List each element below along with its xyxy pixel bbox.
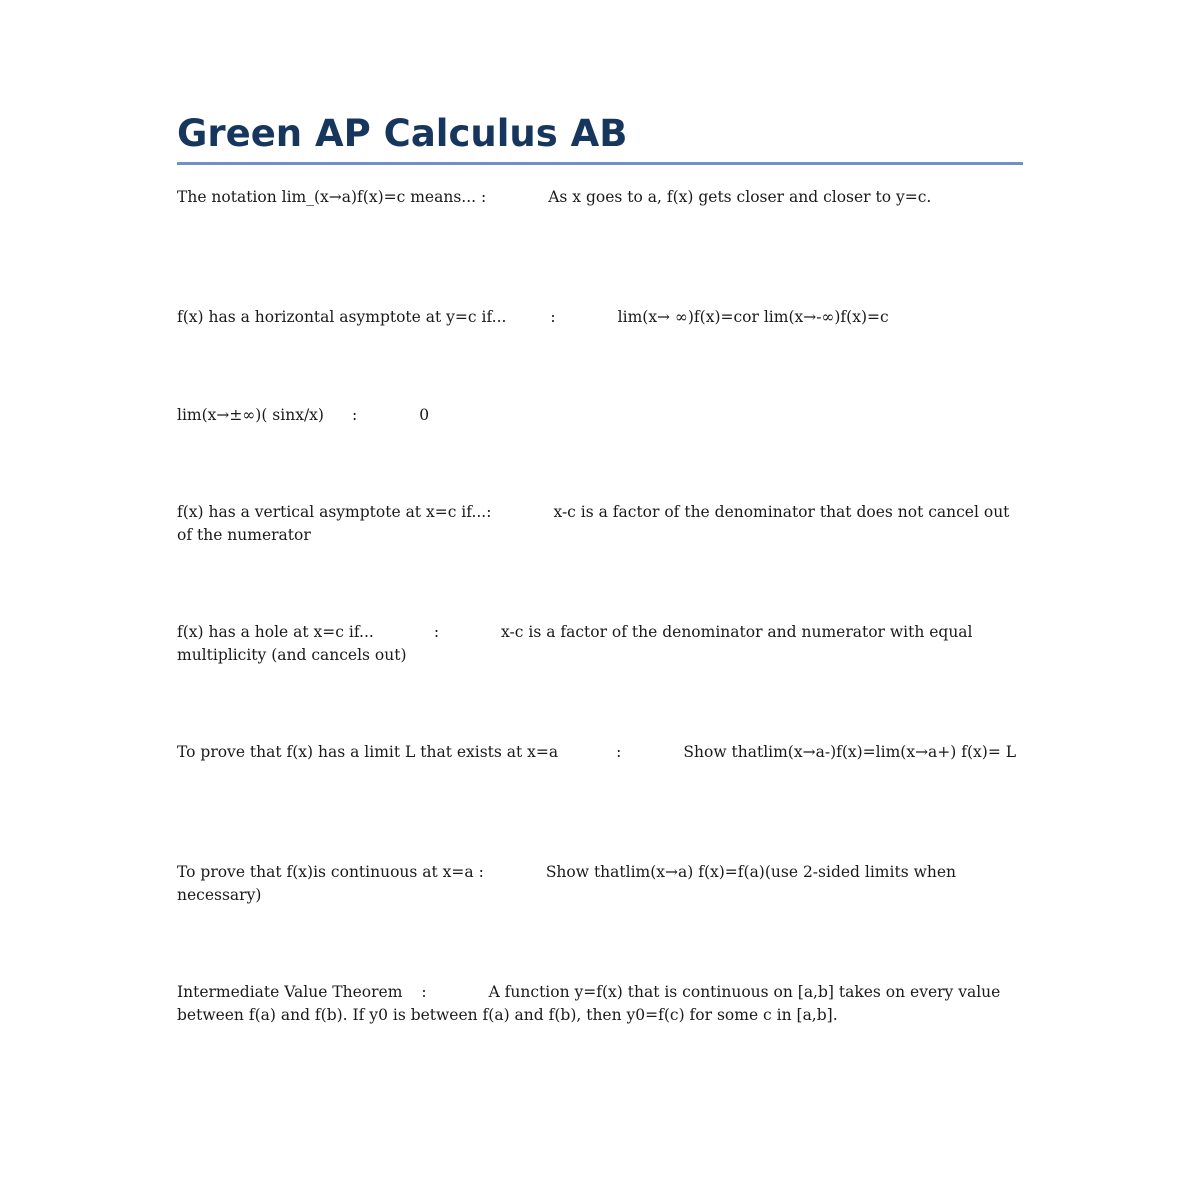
flashcard-entry: [177, 621, 1023, 667]
entry-separator: :: [550, 308, 556, 326]
entry-separator: :: [486, 503, 492, 521]
flashcard-entry: [177, 501, 1023, 547]
entry-separator: :: [480, 188, 487, 206]
document-title: Green AP Calculus AB: [177, 112, 628, 155]
entry-definition: A function y=f(x) that is continuous on [a,b] takes on every value between f(a) and f(b). If y0 is between f(a) and f(b), then y0=f(c) for some c in [a,b].: [177, 983, 1001, 1024]
entry-term: To prove that f(x) has a limit L that exists at x=a: [177, 743, 559, 761]
flashcard-entry: [177, 404, 1023, 427]
entry-term: f(x) has a horizontal asymptote at y=c if...: [177, 308, 507, 326]
entry-definition: lim(x→ ∞)f(x)=cor lim(x→-∞)f(x)=c: [617, 308, 889, 326]
entry-term: f(x) has a hole at x=c if...: [177, 623, 374, 641]
entry-definition: x-c is a factor of the denominator and numerator with equal multiplicity (and cancels out): [177, 623, 973, 664]
entry-definition: As x goes to a, f(x) gets closer and closer to y=c.: [548, 188, 932, 206]
entry-separator: :: [351, 406, 358, 424]
entry-separator: :: [616, 743, 622, 761]
entry-term: To prove that f(x)is continuous at x=a: [177, 863, 479, 881]
entry-term: Intermediate Value Theorem: [177, 983, 408, 1001]
title-underline: [177, 162, 1023, 165]
entry-term: f(x) has a vertical asymptote at x=c if...: [177, 503, 487, 521]
entry-definition: Show thatlim(x→a) f(x)=f(a)(use 2-sided limits when necessary): [177, 863, 956, 904]
flashcard-entry: [177, 741, 1023, 764]
flashcard-entry: [177, 186, 1023, 209]
entry-definition: Show thatlim(x→a-)f(x)=lim(x→a+) f(x)= L: [683, 743, 1017, 761]
entry-definition: x-c is a factor of the denominator that does not cancel out of the numerator: [177, 503, 1010, 544]
entry-term: lim(x→±∞)( sinx/x): [177, 406, 324, 424]
document-page: [177, 112, 1023, 1024]
entry-separator: :: [433, 623, 440, 641]
entry-definition: 0: [419, 406, 430, 424]
entry-term: The notation lim_(x→a)f(x)=c means...: [177, 188, 481, 206]
flashcard-entry: [177, 981, 1023, 1027]
flashcard-entry: [177, 861, 1023, 907]
entry-separator: :: [478, 863, 484, 881]
entry-separator: :: [421, 983, 427, 1001]
flashcard-entry: [177, 306, 1023, 329]
